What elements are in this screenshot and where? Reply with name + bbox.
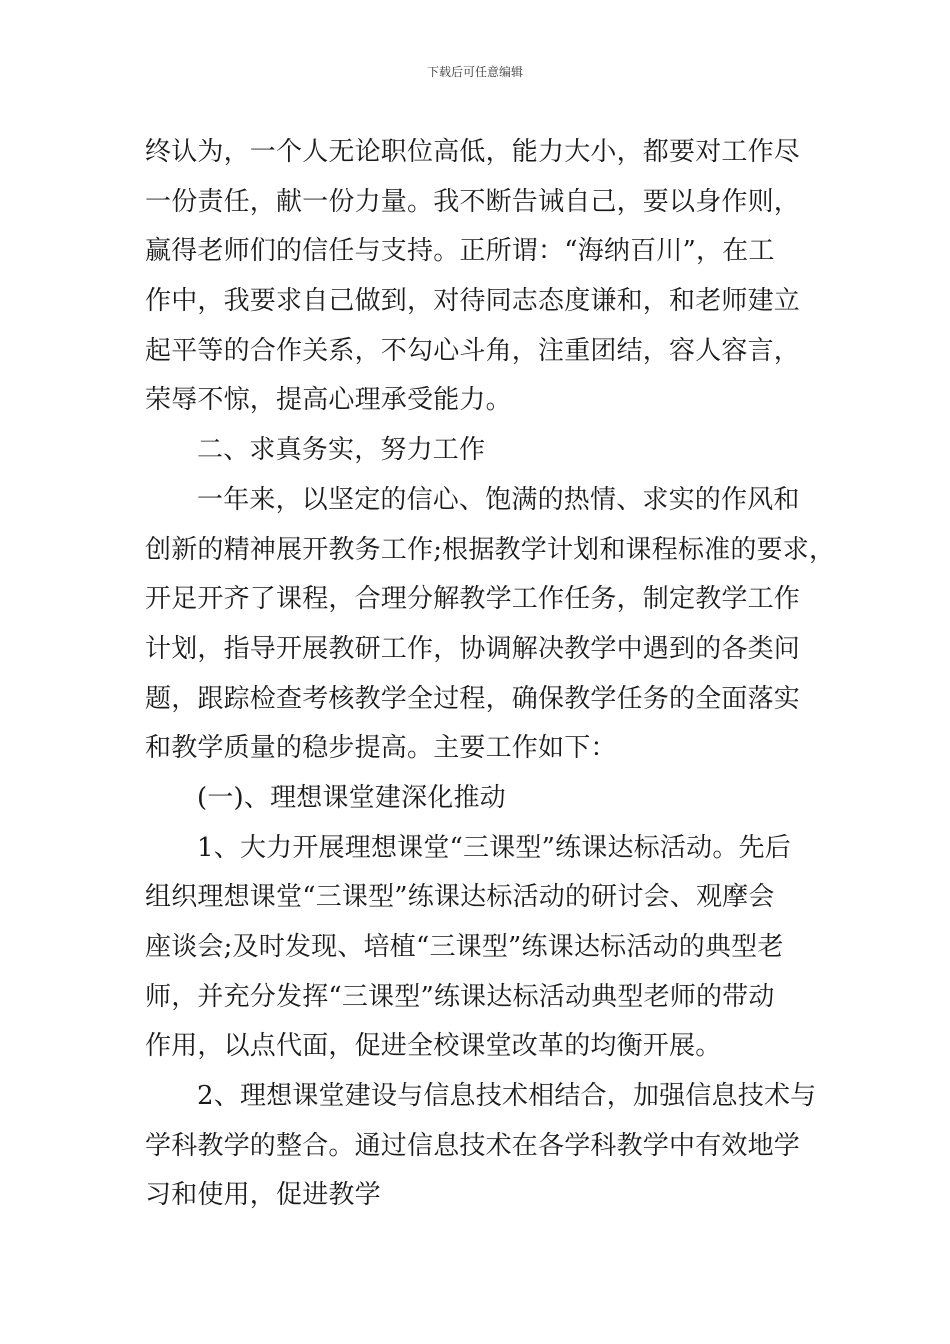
paragraph-line: 习和使用，促进教学 (145, 1180, 381, 1211)
section-heading: 二、求真务实，努力工作 (197, 435, 486, 466)
paragraph-line: 终认为，一个人无论职位高低，能力大小，都要对工作尽 (145, 137, 801, 167)
paragraph-line: 题，跟踪检查考核教学全过程，确保教学任务的全面落实 (145, 683, 801, 714)
paragraph-line: 2、理想课堂建设与信息技术相结合，加强信息技术与 (197, 1081, 817, 1112)
subsection-heading: (一)、理想课堂建深化推动 (197, 782, 506, 813)
paragraph-line: 和教学质量的稳步提高。主要工作如下： (145, 733, 617, 764)
paragraph-line: 创新的精神展开教务工作;根据教学计划和课程标准的要求， (145, 534, 836, 565)
paragraph-line: 一年来，以坚定的信心、饱满的热情、求实的作风和 (197, 484, 800, 515)
paragraph-line: 1、大力开展理想课堂“三课型”练课达标活动。先后 (197, 832, 791, 863)
paragraph-line: 起平等的合作关系，不勾心斗角，注重团结，容人容言， (145, 335, 801, 366)
paragraph-line: 赢得老师们的信任与支持。正所谓：“海纳百川”，在工 (145, 236, 775, 267)
body-text (145, 128, 836, 1221)
paragraph-line: 组织理想课堂“三课型”练课达标活动的研讨会、观摩会 (145, 882, 775, 913)
paragraph-line: 作中，我要求自己做到，对待同志态度谦和，和老师建立 (145, 286, 801, 317)
paragraph-line: 学科教学的整合。通过信息技术在各学科教学中有效地学 (145, 1130, 801, 1161)
page-header: 下载后可任意编辑 (426, 65, 523, 79)
paragraph-line: 开足开齐了课程，合理分解教学工作任务，制定教学工作 (145, 584, 801, 615)
paragraph-line: 座谈会;及时发现、培植“三课型”练课达标活动的典型老 (145, 932, 784, 962)
paragraph-line: 一份责任，献一份力量。我不断告诫自己，要以身作则， (145, 186, 801, 217)
paragraph-line: 计划，指导开展教研工作，协调解决教学中遇到的各类问 (145, 633, 801, 664)
paragraph-line: 作用，以点代面，促进全校课堂改革的均衡开展。 (145, 1031, 722, 1062)
paragraph-line: 荣辱不惊，提高心理承受能力。 (145, 385, 512, 416)
paragraph-line: 师，并充分发挥“三课型”练课达标活动典型老师的带动 (145, 981, 775, 1012)
